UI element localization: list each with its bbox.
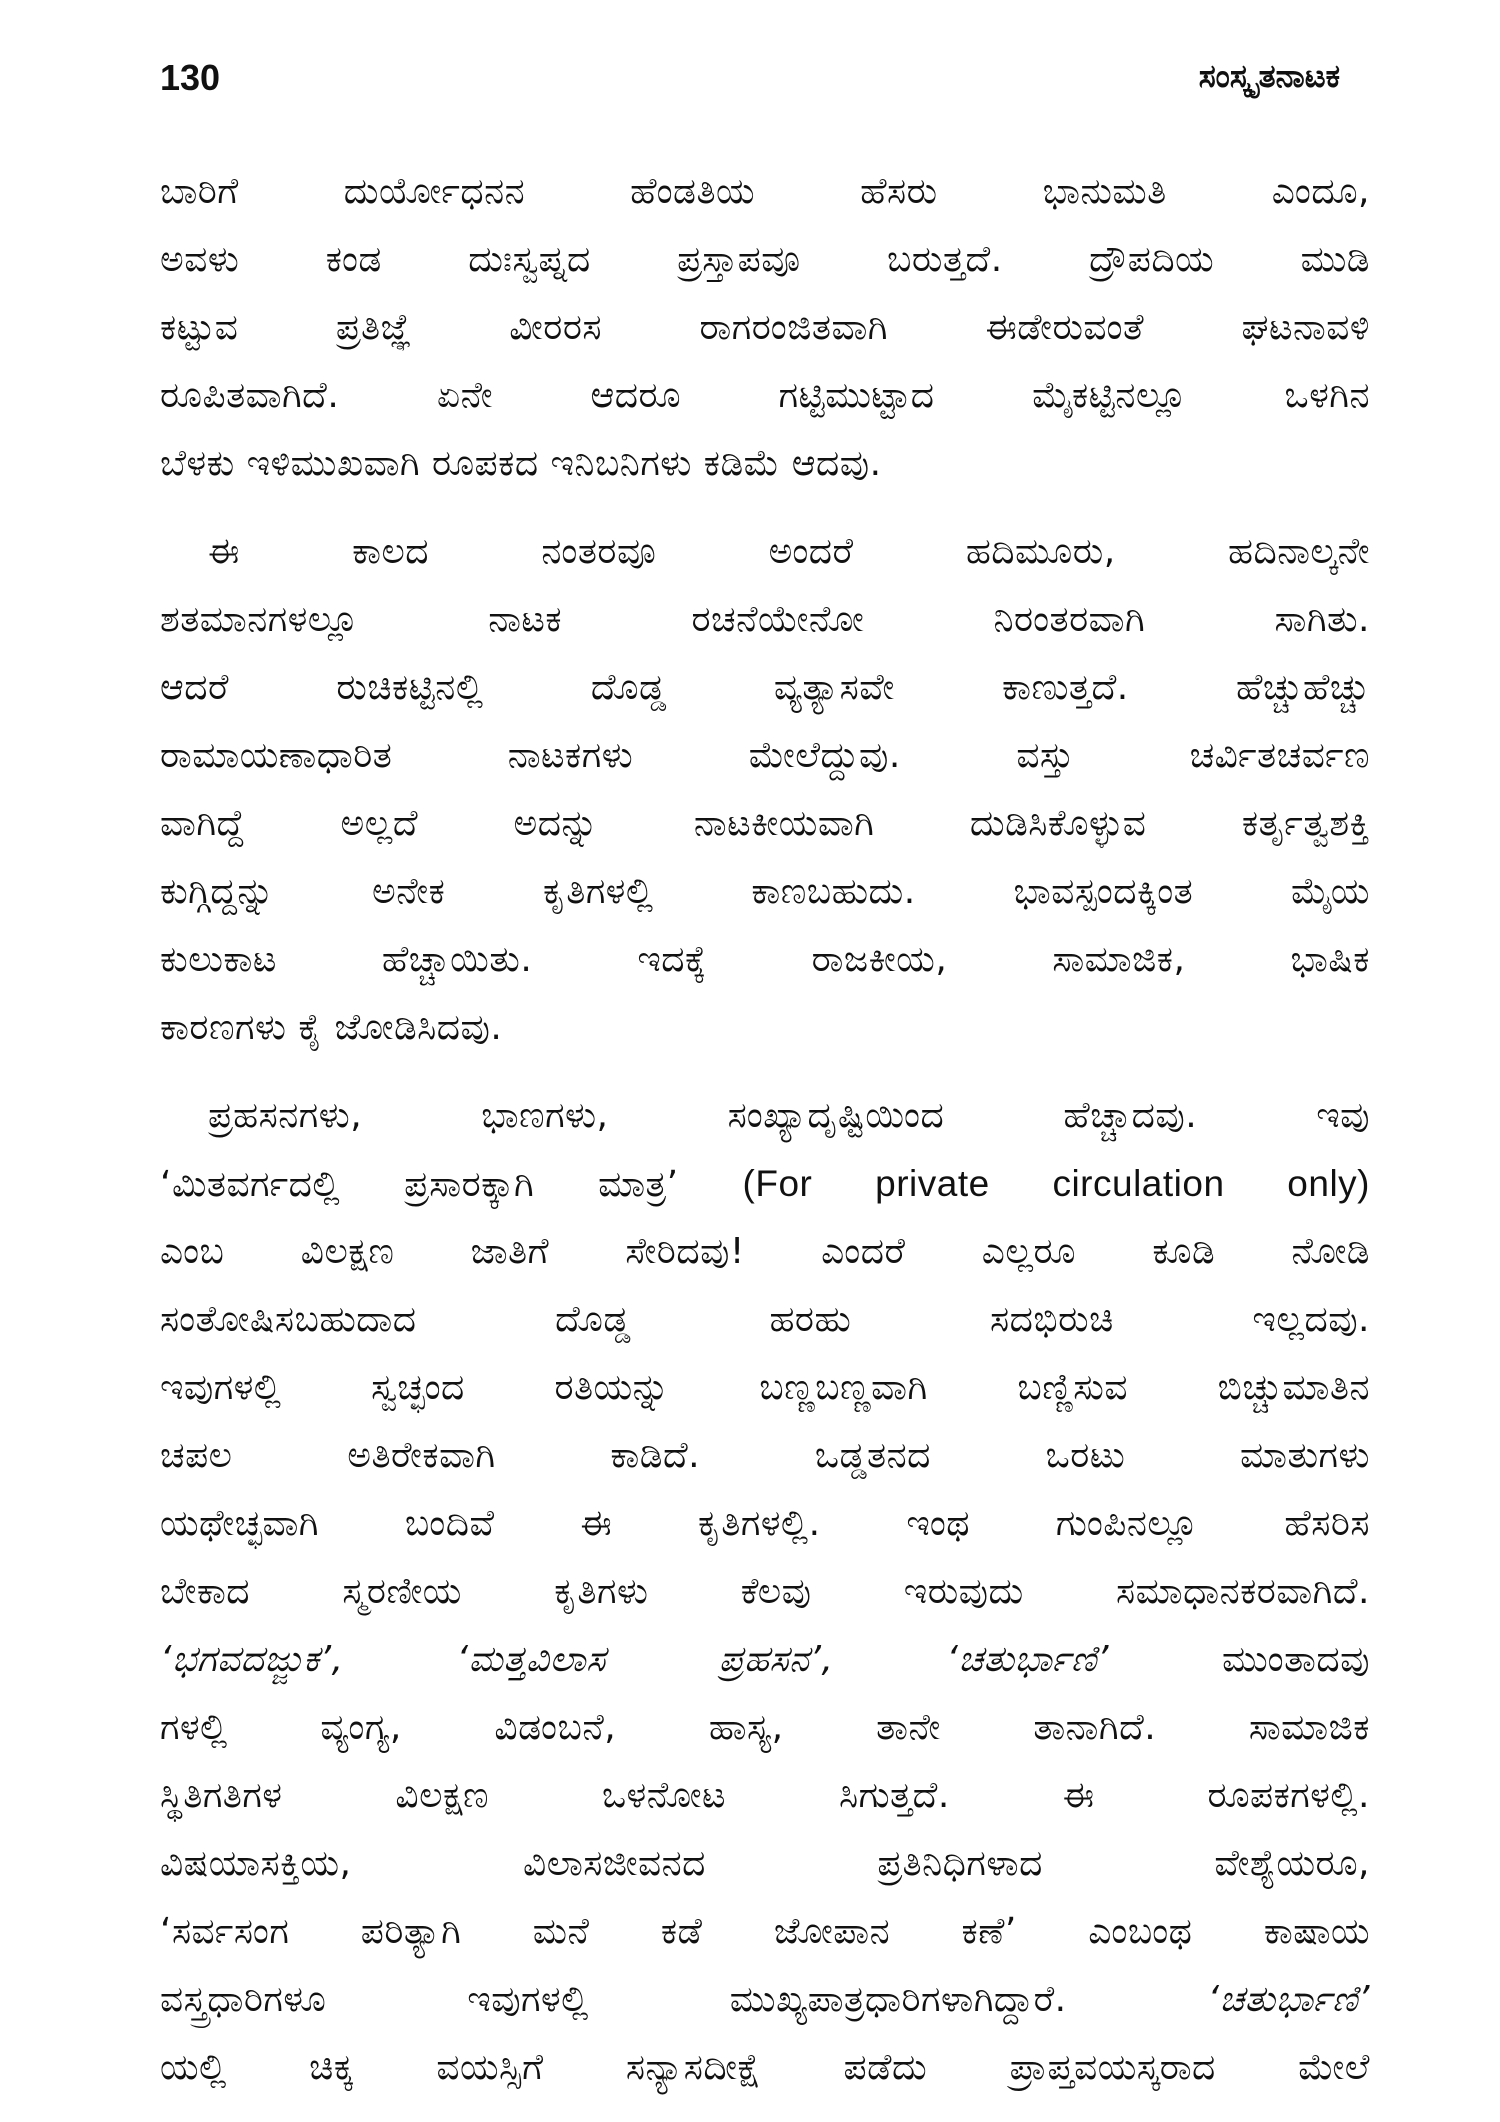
text-line: ಸಂತೋಷಿಸಬಹುದಾದ ದೊಡ್ಡ ಹರಹು ಸದಭಿರುಚಿ ಇಲ್ಲದವು. (160, 1299, 1370, 1340)
text-line: ಇವುಗಳಲ್ಲಿ ಸ್ವಚ್ಛಂದ ರತಿಯನ್ನು ಬಣ್ಣಬಣ್ಣವಾಗಿ ಬಣ್ಣಿಸುವ ಬಿಚ್ಚುಮಾತಿನ (160, 1367, 1370, 1408)
text-line: ಬೆಳಕು ಇಳಿಮುಖವಾಗಿ ರೂಪಕದ ಇನಿಬನಿಗಳು ಕಡಿಮೆ ಆದವು. (160, 443, 882, 484)
text-run: ಮುಂತಾದವು (1221, 1639, 1370, 1680)
text-line: ಆದರೆ ರುಚಿಕಟ್ಟಿನಲ್ಲಿ ದೊಡ್ಡ ವ್ಯತ್ಯಾಸವೇ ಕಾಣುತ್ತದೆ. ಹೆಚ್ಚುಹೆಚ್ಚು (160, 667, 1370, 708)
paragraph-1 (160, 158, 1370, 498)
text-line: ರೂಪಿತವಾಗಿದೆ. ಏನೇ ಆದರೂ ಗಟ್ಟಿಮುಟ್ಟಾದ ಮೈಕಟ್ಟಿನಲ್ಲೂ ಒಳಗಿನ (160, 375, 1370, 416)
text-line: ಈ ಕಾಲದ ನಂತರವೂ ಅಂದರೆ ಹದಿಮೂರು, ಹದಿನಾಲ್ಕನೇ (208, 531, 1370, 572)
text-line: ಸ್ಥಿತಿಗತಿಗಳ ವಿಲಕ್ಷಣ ಒಳನೋಟ ಸಿಗುತ್ತದೆ. ಈ ರೂಪಕಗಳಲ್ಲಿ. (160, 1775, 1370, 1816)
text-line: ಅವಳು ಕಂಡ ದುಃಸ್ವಪ್ನದ ಪ್ರಸ್ತಾಪವೂ ಬರುತ್ತದೆ. ದ್ರೌಪದಿಯ ಮುಡಿ (160, 239, 1370, 280)
text-line: ಕುಗ್ಗಿದ್ದನ್ನು ಅನೇಕ ಕೃತಿಗಳಲ್ಲಿ ಕಾಣಬಹುದು. ಭಾವಸ್ಪಂದಕ್ಕಿಂತ ಮೈಯ (160, 871, 1370, 912)
page-number: 130 (160, 57, 221, 98)
italic-titles: ‘ಭಗವದಜ್ಜುಕ’, ‘ಮತ್ತವಿಲಾಸ ಪ್ರಹಸನ’, ‘ಚತುರ್ಭಾಣಿ’ (160, 1639, 1109, 1680)
text-line: ಯಥೇಚ್ಛವಾಗಿ ಬಂದಿವೆ ಈ ಕೃತಿಗಳಲ್ಲಿ. ಇಂಥ ಗುಂಪಿನಲ್ಲೂ ಹೆಸರಿಸ (160, 1503, 1370, 1544)
running-title: ಸಂಸ್ಕೃತನಾಟಕ (1198, 57, 1340, 95)
text-line: ಕಟ್ಟುವ ಪ್ರತಿಜ್ಞೆ ವೀರರಸ ರಾಗರಂಜಿತವಾಗಿ ಈಡೇರುವಂತೆ ಘಟನಾವಳಿ (160, 307, 1370, 348)
text-line: ವಾಗಿದ್ದೆ ಅಲ್ಲದೆ ಅದನ್ನು ನಾಟಕೀಯವಾಗಿ ದುಡಿಸಿಕೊಳ್ಳುವ ಕರ್ತೃತ್ವಶಕ್ತಿ (160, 803, 1370, 844)
text-line: ಕುಲುಕಾಟ ಹೆಚ್ಚಾಯಿತು. ಇದಕ್ಕೆ ರಾಜಕೀಯ, ಸಾಮಾಜಿಕ, ಭಾಷಿಕ (160, 939, 1370, 980)
text-line: ಪ್ರಹಸನಗಳು, ಭಾಣಗಳು, ಸಂಖ್ಯಾದೃಷ್ಟಿಯಿಂದ ಹೆಚ್ಚಾದವು. ಇವು (208, 1095, 1370, 1136)
paragraph-3 (160, 1082, 1370, 2102)
text-line: ಬೇಕಾದ ಸ್ಮರಣೀಯ ಕೃತಿಗಳು ಕೆಲವು ಇರುವುದು ಸಮಾಧಾನಕರವಾಗಿದೆ. (160, 1571, 1370, 1612)
text-line: ಬಾರಿಗೆ ದುರ್ಯೋಧನನ ಹೆಂಡತಿಯ ಹೆಸರು ಭಾನುಮತಿ ಎಂದೂ, (160, 171, 1370, 212)
text-line: ಕಾರಣಗಳು ಕೈ ಜೋಡಿಸಿದವು. (160, 1007, 503, 1048)
italic-title: ‘ಚತುರ್ಭಾಣಿ’ (1207, 1979, 1370, 2020)
text-line: ಯಲ್ಲಿ ಚಿಕ್ಕ ವಯಸ್ಸಿಗೆ ಸನ್ಯಾಸದೀಕ್ಷೆ ಪಡೆದು ಪ್ರಾಪ್ತವಯಸ್ಕರಾದ ಮೇಲೆ (160, 2047, 1370, 2088)
text-line: ವಿಷಯಾಸಕ್ತಿಯ, ವಿಲಾಸಜೀವನದ ಪ್ರತಿನಿಧಿಗಳಾದ ವೇಶ್ಯೆಯರೂ, (160, 1843, 1370, 1884)
text-line (160, 1626, 1370, 1694)
quoted-phrase: ‘ಮಿತವರ್ಗದಲ್ಲಿ ಪ್ರಸಾರಕ್ಕಾಗಿ ಮಾತ್ರ’ (160, 1164, 679, 1205)
text-line: ಚಪಲ ಅತಿರೇಕವಾಗಿ ಕಾಡಿದೆ. ಒಡ್ಡತನದ ಒರಟು ಮಾತುಗಳು (160, 1435, 1370, 1476)
text-line: ‘ಸರ್ವಸಂಗ ಪರಿತ್ಯಾಗಿ ಮನೆ ಕಡೆ ಜೋಪಾನ ಕಣೆ’ ಎಂಬಂಥ ಕಾಷಾಯ (160, 1911, 1370, 1952)
text-line: ಗಳಲ್ಲಿ ವ್ಯಂಗ್ಯ, ವಿಡಂಬನೆ, ಹಾಸ್ಯ, ತಾನೇ ತಾನಾಗಿದೆ. ಸಾಮಾಜಿಕ (160, 1707, 1370, 1748)
text-line: ಶತಮಾನಗಳಲ್ಲೂ ನಾಟಕ ರಚನೆಯೇನೋ ನಿರಂತರವಾಗಿ ಸಾಗಿತು. (160, 599, 1370, 640)
body-text (160, 158, 1370, 2122)
text-run: ವಸ್ತ್ರಧಾರಿಗಳೂ ಇವುಗಳಲ್ಲಿ ಮುಖ್ಯಪಾತ್ರಧಾರಿಗಳಾಗಿದ್ದಾರೆ. (160, 1979, 1067, 2020)
paragraph-2 (160, 518, 1370, 1062)
text-line (160, 1966, 1370, 2034)
english-phrase: (For private circulation only) (742, 1163, 1370, 1204)
text-line: ರಾಮಾಯಣಾಧಾರಿತ ನಾಟಕಗಳು ಮೇಲೆದ್ದುವು. ವಸ್ತು ಚರ್ವಿತಚರ್ವಣ (160, 735, 1370, 776)
text-line: ಎಂಬ ವಿಲಕ್ಷಣ ಜಾತಿಗೆ ಸೇರಿದವು! ಎಂದರೆ ಎಲ್ಲರೂ ಕೂಡಿ ನೋಡಿ (160, 1231, 1370, 1272)
text-line (160, 1150, 1370, 1218)
